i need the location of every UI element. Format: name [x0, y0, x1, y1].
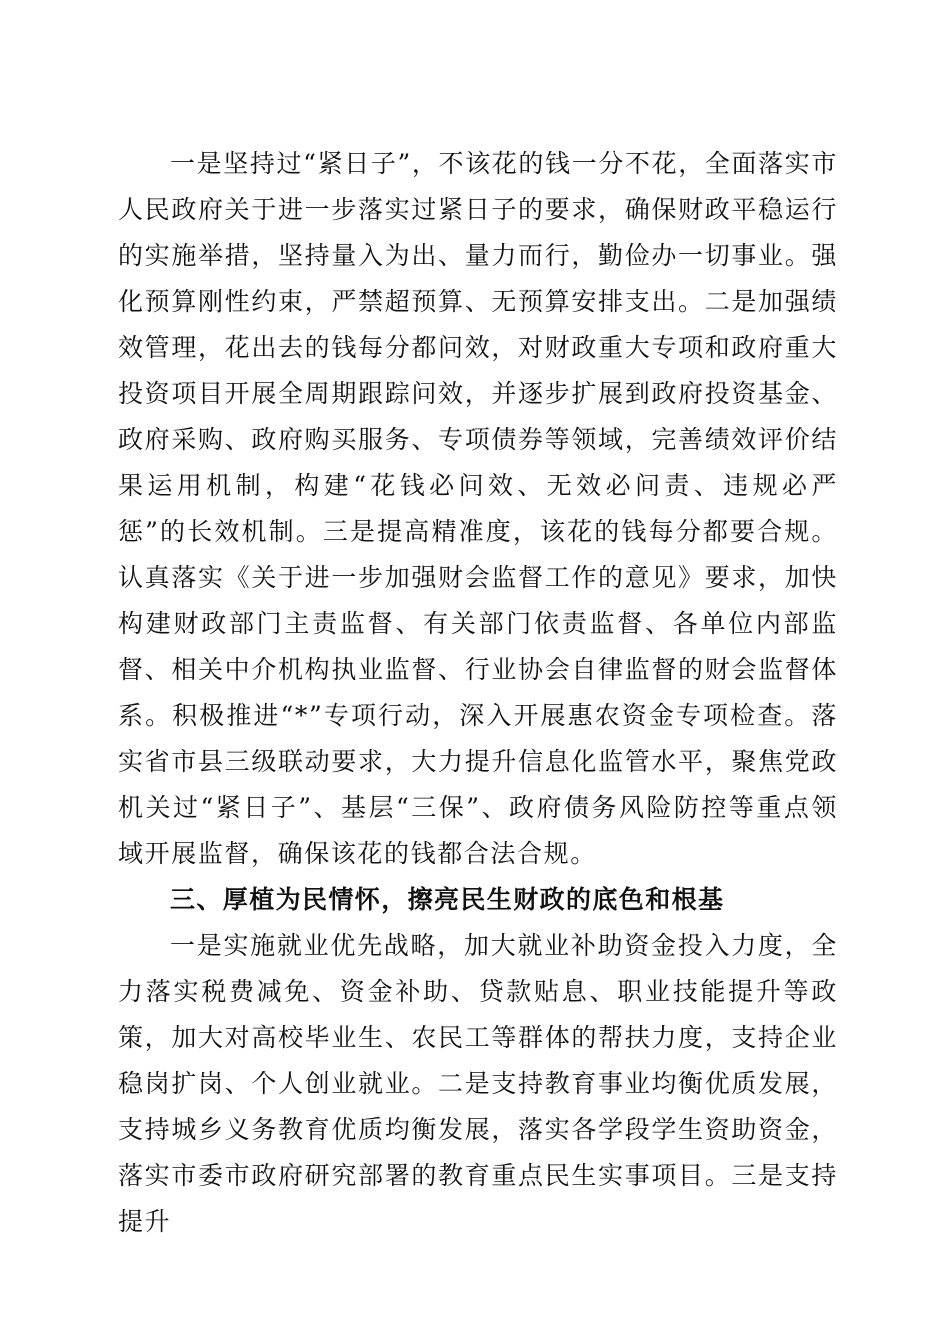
document-body — [118, 141, 838, 1245]
section-heading-3: 三、厚植为民情怀，擦亮民生财政的底色和根基 — [170, 885, 725, 914]
body-paragraph-2: 一是实施就业优先战略，加大就业补助资金投入力度，全力落实税费减免、资金补助、贷款贴息、职业技能提升等政策，加大对高校毕业生、农民工等群体的帮扶力度，支持企业稳岗扩岗、个人创业就业。二是支持教育事业均衡优质发展，支持城乡义务教育优质均衡发展，落实各学段学生资助资金，落实市委市政府研究部署的教育重点民生实事项目。三是支持提升 — [118, 931, 838, 1236]
body-paragraph-1: 一是坚持过“紧日子”，不该花的钱一分不花，全面落实市人民政府关于进一步落实过紧日子的要求，确保财政平稳运行的实施举措，坚持量入为出、量力而行，勤俭办一切事业。强化预算刚性约束，严禁超预算、无预算安排支出。二是加强绩效管理，花出去的钱每分都问效，对财政重大专项和政府重大投资项目开展全周期跟踪问效，并逐步扩展到政府投资基金、政府采购、政府购买服务、专项债券等领域，完善绩效评价结果运用机制，构建“花钱必问效、无效必问责、违规必严惩”的长效机制。三是提高精准度，该花的钱每分都要合规。认真落实《关于进一步加强财会监督工作的意见》要求，加快构建财政部门主责监督、有关部门依责监督、各单位内部监督、相关中介机构执业监督、行业协会自律监督的财会监督体系。积极推进“*”专项行动，深入开展惠农资金专项检查。落实省市县三级联动要求，大力提升信息化监管水平，聚焦党政机关过“紧日子”、基层“三保”、政府债务风险防控等重点领域开展监督，确保该花的钱都合法合规。 — [118, 149, 838, 868]
